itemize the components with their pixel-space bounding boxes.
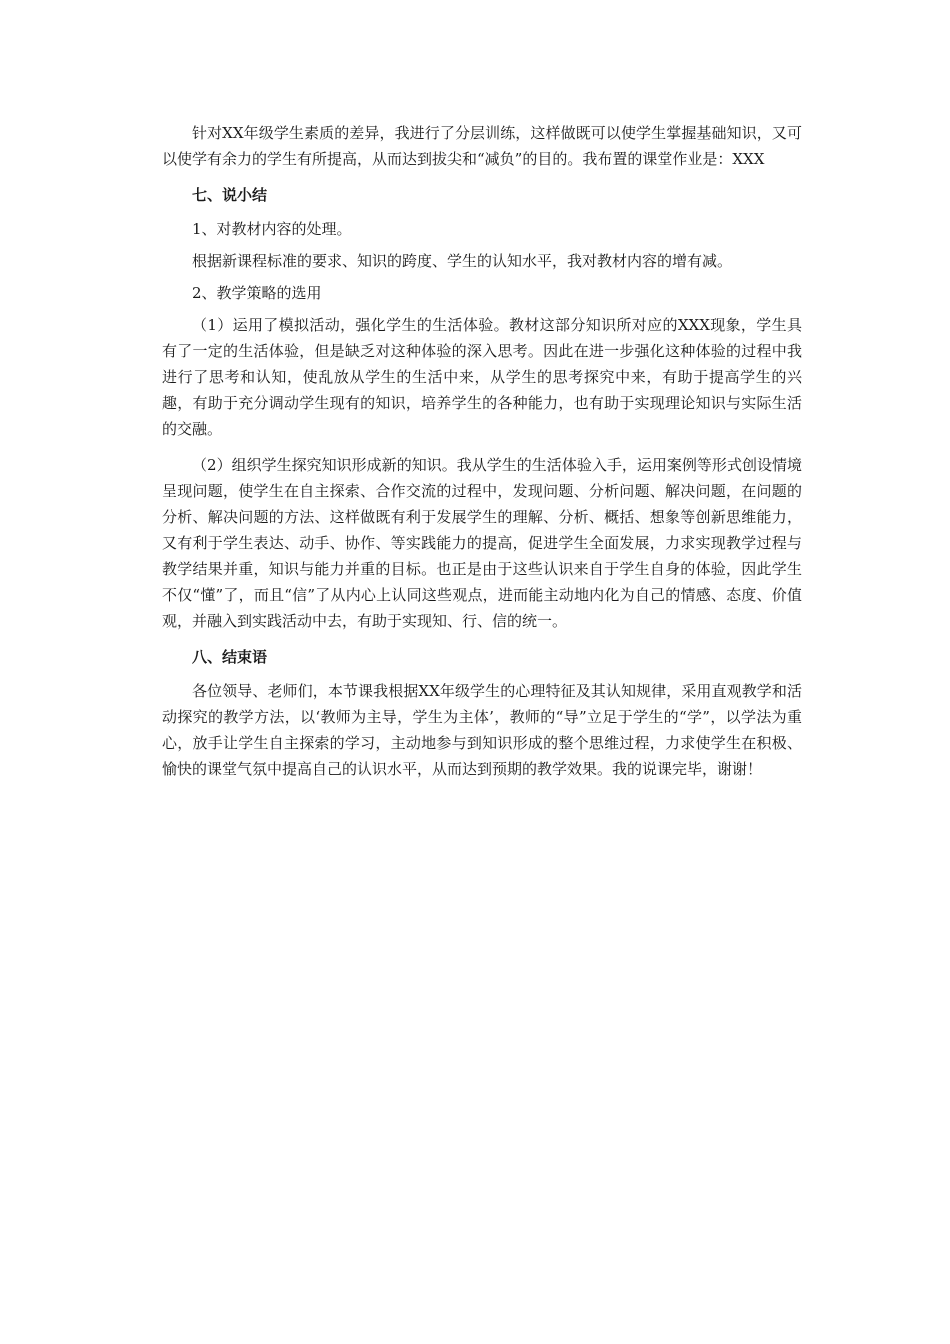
paragraph-strategy-1: （1）运用了模拟活动，强化学生的生活体验。教材这部分知识所对应的XXX现象，学生具有了一定的生活体验，但是缺乏对这种体验的深入思考。因此在进一步强化这种体验的过程中我进行了思考和认知，使乱放从学生的生活中来，从学生的思考探究中来，有助于提高学生的兴趣，有助于充分调动学生现有的知识，培养学生的各种能力，也有助于实现理论知识与实际生活的交融。	[162, 316, 802, 438]
document-page	[162, 120, 802, 788]
section-heading-closing: 八、结束语	[192, 648, 268, 666]
list-item-strategy: 2、教学策略的选用	[192, 284, 322, 302]
list-item-material-handling: 1、对教材内容的处理。	[192, 220, 352, 238]
paragraph-strategy-2: （2）组织学生探究知识形成新的知识。我从学生的生活体验入手，运用案例等形式创设情境呈现问题，使学生在自主探索、合作交流的过程中，发现问题、分析问题、解决问题，在问题的分析、解决问题的方法、这样做既有利于发展学生的理解、分析、概括、想象等创新思维能力，又有利于学生表达、动手、协作、等实践能力的提高，促进学生全面发展，力求实现教学过程与教学结果并重，知识与能力并重的目标。也正是由于这些认识来自于学生自身的体验，因此学生不仅“懂”了，而且“信”了从内心上认同这些观点，进而能主动地内化为自己的情感、态度、价值观，并融入到实践活动中去，有助于实现知、行、信的统一。	[162, 456, 802, 630]
paragraph-material: 根据新课程标准的要求、知识的跨度、学生的认知水平，我对教材内容的增有减。	[192, 252, 733, 270]
paragraph-closing: 各位领导、老师们，本节课我根据XX年级学生的心理特征及其认知规律，采用直观教学和活动探究的教学方法，以‘教师为主导，学生为主体’，教师的“导”立足于学生的“学”，以学法为重心，放手让学生自主探索的学习，主动地参与到知识形成的整个思维过程，力求使学生在积极、愉快的课堂气氛中提高自己的认识水平，从而达到预期的教学效果。我的说课完毕，谢谢！	[162, 682, 802, 778]
section-heading-summary: 七、说小结	[192, 186, 268, 204]
paragraph-layered-training: 针对XX年级学生素质的差异，我进行了分层训练，这样做既可以使学生掌握基础知识，又可以使学有余力的学生有所提高，从而达到拔尖和“减负”的目的。我布置的课堂作业是：XXX	[162, 124, 802, 168]
